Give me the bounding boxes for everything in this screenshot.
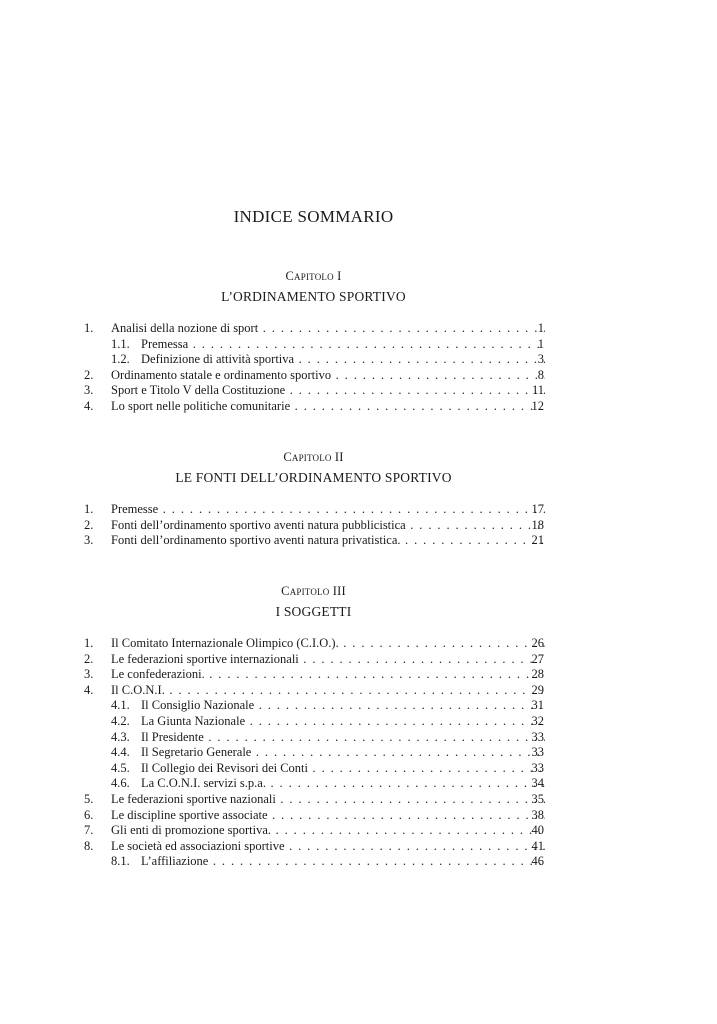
- toc-entry-subnumber: 4.6.: [111, 776, 130, 791]
- toc-entry: [0, 808, 717, 824]
- toc-entry: [0, 667, 717, 683]
- toc-entry: [0, 337, 717, 353]
- toc-entry-number: 8.: [84, 838, 94, 853]
- toc-entry-number: 3.: [84, 533, 94, 548]
- toc-entry-text-wrap: [111, 636, 545, 652]
- toc-entry-title: Fonti dell’ordinamento sportivo aventi natura pubblicistica . . .: [111, 518, 545, 532]
- toc-entry-text-wrap: [111, 399, 545, 415]
- toc-entry-page: 11: [531, 383, 544, 398]
- toc-entry-text-wrap: [111, 368, 545, 384]
- toc-entry-page: 38: [531, 807, 544, 822]
- toc-entry-subnumber: 4.5.: [111, 760, 130, 775]
- toc-entry-text-wrap: [111, 854, 545, 870]
- toc-entry-title: Ordinamento statale e ordinamento sportivo . . .: [111, 368, 545, 382]
- toc-entry-subnumber: 4.3.: [111, 729, 130, 744]
- toc-entry: [0, 399, 717, 415]
- toc-entry-title: Le discipline sportive associate . . .: [111, 808, 545, 822]
- toc-entry: [0, 745, 717, 761]
- toc-entry-number: 1.: [84, 502, 94, 516]
- toc-entry-subnumber: 4.2.: [111, 713, 130, 728]
- toc-entry-page: 31: [531, 698, 544, 713]
- toc-entry-title: Le federazioni sportive internazionali . . .: [111, 652, 545, 666]
- toc-entry-text-wrap: [111, 518, 545, 534]
- toc-entry: [0, 502, 717, 518]
- toc-entry-page: 32: [531, 713, 544, 728]
- toc-entry: [0, 698, 717, 714]
- toc-entry-title: Premessa . . .: [141, 337, 545, 351]
- toc-entry-text-wrap: [111, 652, 545, 668]
- toc-entry-subnumber: 1.2.: [111, 352, 130, 367]
- toc-entry: [0, 776, 717, 792]
- toc-entry: [0, 636, 717, 652]
- toc-entry-text-wrap: [111, 337, 545, 353]
- toc-entry-text-wrap: [111, 383, 545, 399]
- toc-entry-title: La C.O.N.I. servizi s.p.a. . . .: [141, 776, 545, 790]
- toc-entry-subnumber: 4.1.: [111, 698, 130, 713]
- toc-entry-page: 17: [531, 502, 544, 516]
- toc-entry: [0, 854, 717, 870]
- toc-entry-title: L’affiliazione . . .: [141, 854, 545, 868]
- toc-entry: [0, 761, 717, 777]
- toc-entry: [0, 792, 717, 808]
- chapter-3: [0, 583, 717, 870]
- toc-entry-title: Il Segretario Generale . . .: [141, 745, 545, 759]
- toc-entry-page: 33: [531, 745, 544, 760]
- toc-entry-number: 3.: [84, 667, 94, 682]
- toc-entry-title: Analisi della nozione di sport . . .: [111, 321, 545, 335]
- toc-entry-page: 3: [537, 352, 544, 367]
- toc-entry-subnumber: 1.1.: [111, 336, 130, 351]
- toc-entry-text-wrap: [111, 352, 545, 368]
- toc-entry-page: 33: [531, 760, 544, 775]
- toc-entry-subnumber: 4.4.: [111, 745, 130, 760]
- toc-entry-page: 21: [531, 533, 544, 548]
- chapter-1: [0, 268, 717, 415]
- toc-entry-page: 8: [537, 367, 544, 382]
- toc-entry-text-wrap: [111, 667, 545, 683]
- toc-entry-page: 35: [531, 791, 544, 806]
- toc-entry-number: 7.: [84, 823, 94, 838]
- toc-entry-number: 2.: [84, 367, 94, 382]
- toc-entry-text-wrap: [111, 730, 545, 746]
- toc-entry-page: 29: [531, 682, 544, 697]
- toc-entry-title: Il Comitato Internazionale Olimpico (C.I.O.). . . .: [111, 636, 545, 650]
- toc-entry-title: Fonti dell’ordinamento sportivo aventi natura privatistica. . . .: [111, 533, 545, 547]
- toc-entry-text-wrap: [111, 321, 545, 337]
- toc-entry-subnumber: 8.1.: [111, 854, 130, 869]
- toc-entry-page: 18: [531, 517, 544, 532]
- toc-entry-page: 46: [531, 854, 544, 869]
- toc-entry-text-wrap: [111, 502, 545, 518]
- toc-entry-text-wrap: [111, 745, 545, 761]
- toc-entry-page: 33: [531, 729, 544, 744]
- toc-entry-text-wrap: [111, 776, 545, 792]
- toc-entry-number: 4.: [84, 398, 94, 413]
- chapter-title: I SOGGETTI: [275, 604, 352, 619]
- toc-entry-title: Le confederazioni. . . .: [111, 667, 545, 681]
- toc-entry-text-wrap: [111, 808, 545, 824]
- toc-entry: [0, 652, 717, 668]
- toc-entry-title: Gli enti di promozione sportiva. . . .: [111, 823, 545, 837]
- toc-entry-text-wrap: [111, 823, 545, 839]
- toc-entry-title: Definizione di attività sportiva . . .: [141, 352, 545, 366]
- toc-entry-text-wrap: [111, 714, 545, 730]
- toc-entry: [0, 368, 717, 384]
- toc-entry-title: Lo sport nelle politiche comunitarie . . .: [111, 399, 545, 413]
- chapter-label: Capitolo I: [285, 269, 342, 283]
- toc-entry-number: 2.: [84, 517, 94, 532]
- toc-entry-title: La Giunta Nazionale . . .: [141, 714, 545, 728]
- toc-entry: [0, 383, 717, 399]
- toc-entry-title: Il Collegio dei Revisori dei Conti . . .: [141, 761, 545, 775]
- toc-entry: [0, 683, 717, 699]
- chapter-2: [0, 449, 717, 549]
- toc-entry-title: Il Consiglio Nazionale . . .: [141, 698, 545, 712]
- toc-entry: [0, 518, 717, 534]
- toc-entry-text-wrap: [111, 839, 545, 855]
- toc-entry-number: 1.: [84, 321, 94, 335]
- toc-entry-title: Le società ed associazioni sportive . . .: [111, 839, 545, 853]
- chapter-label: Capitolo II: [283, 450, 344, 464]
- toc-entry: [0, 730, 717, 746]
- toc-entry-number: 6.: [84, 807, 94, 822]
- toc-entry-title: Premesse . . .: [111, 502, 545, 516]
- chapter-title: LE FONTI DELL’ORDINAMENTO SPORTIVO: [175, 470, 452, 485]
- toc-entry-page: 26: [531, 636, 544, 650]
- toc-list: [0, 502, 717, 549]
- toc-entry-page: 40: [531, 823, 544, 838]
- toc-entry-title: Il Presidente . . .: [141, 730, 545, 744]
- toc-entry-number: 3.: [84, 383, 94, 398]
- toc-entry: [0, 823, 717, 839]
- toc-entry-page: 12: [531, 398, 544, 413]
- toc-entry-text-wrap: [111, 761, 545, 777]
- toc-list: [0, 321, 717, 415]
- toc-entry: [0, 321, 717, 337]
- toc-entry-page: 1: [537, 336, 544, 351]
- toc-entry-title: Sport e Titolo V della Costituzione . . .: [111, 383, 545, 397]
- toc-entry: [0, 839, 717, 855]
- toc-entry-page: 41: [531, 838, 544, 853]
- toc-entry: [0, 533, 717, 549]
- page-title: INDICE SOMMARIO: [233, 207, 394, 226]
- toc-entry: [0, 352, 717, 368]
- toc-entry-number: 1.: [84, 636, 94, 650]
- toc-entry-text-wrap: [111, 698, 545, 714]
- toc-entry-text-wrap: [111, 533, 545, 549]
- chapter-title: L’ORDINAMENTO SPORTIVO: [221, 289, 406, 304]
- toc-entry-page: 27: [531, 651, 544, 666]
- toc-entry-page: 34: [531, 776, 544, 791]
- toc-entry-title: Il C.O.N.I. . . .: [111, 683, 545, 697]
- toc-entry-number: 2.: [84, 651, 94, 666]
- toc-entry-title: Le federazioni sportive nazionali . . .: [111, 792, 545, 806]
- toc-list: [0, 636, 717, 870]
- toc-entry-page: 1: [537, 321, 544, 335]
- toc-entry-number: 5.: [84, 791, 94, 806]
- toc-entry-number: 4.: [84, 682, 94, 697]
- toc-entry: [0, 714, 717, 730]
- toc-entry-page: 28: [531, 667, 544, 682]
- toc-entry-text-wrap: [111, 683, 545, 699]
- toc-entry-text-wrap: [111, 792, 545, 808]
- chapter-label: Capitolo III: [281, 584, 346, 598]
